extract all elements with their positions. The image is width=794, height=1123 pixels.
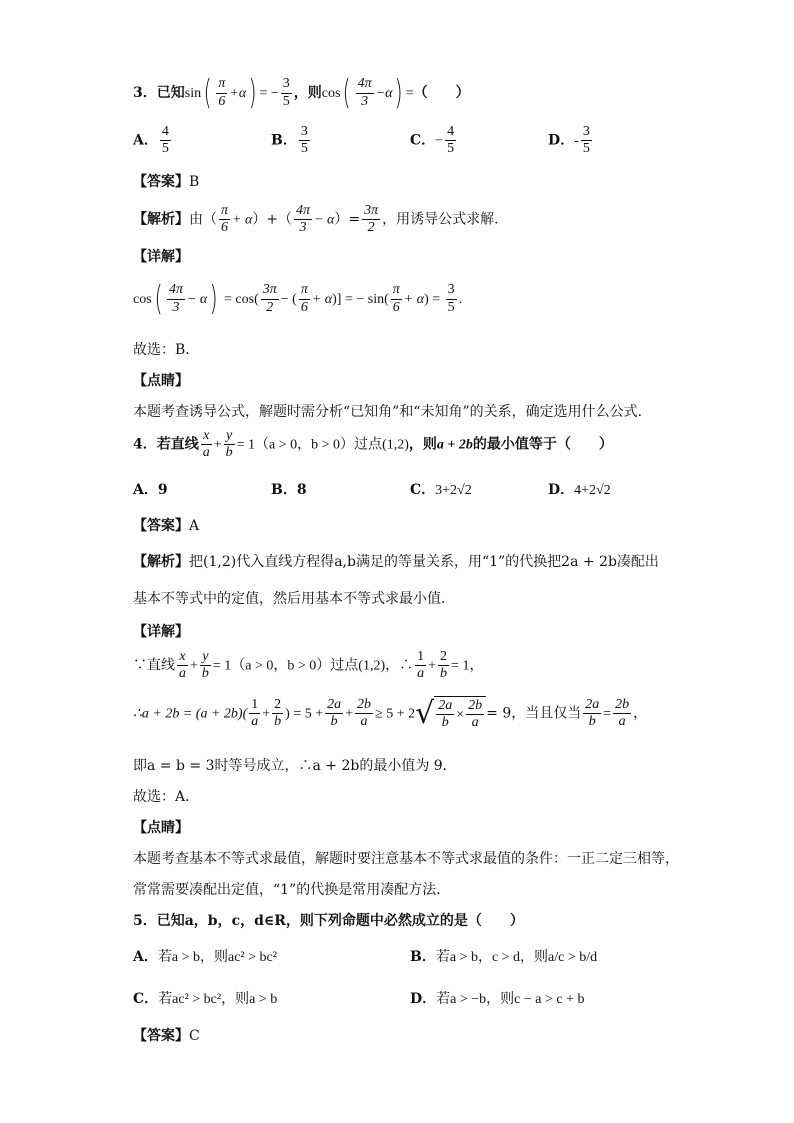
- q4-detail-line3: 即a = b = 3时等号成立，∴a + 2b的最小值为 9．: [133, 758, 457, 774]
- q5-option-a-text: 若a > b，则ac² > bc²: [157, 950, 277, 965]
- q3-stem-prefix: 3．已知: [133, 85, 185, 101]
- q3-analysis-tag: 【解析】: [133, 211, 189, 228]
- q5-option-c-text: 若ac² > bc²，则a > b: [158, 992, 278, 1007]
- q3-stem-mid: ，则: [293, 85, 322, 101]
- q3-option-a-den: 5: [161, 141, 169, 157]
- q5-answer-tag: 【答案】: [133, 1028, 189, 1044]
- q4-comment-line2: 常常需要凑配出定值，“1”的代换是常用凑配方法．: [133, 882, 451, 898]
- q4-analysis-text1: 把(1,2)代入直线方程得a,b满足的等量关系，用“1”的代换把2a + 2b凑配出: [189, 554, 659, 570]
- q4-analysis-line2: 基本不等式中的定值，然后用基本不等式求最小值．: [133, 591, 455, 607]
- q3-sin: sin: [184, 86, 202, 101]
- q3-option-d-num: 3: [581, 124, 592, 141]
- q4-stem: 4．若直线 $\frac{x}{a}$ + $\frac{y}{b}$ = 1（a > 0，b > 0）过点(1,2)，则a + 2b的最小值等于（ ）: [133, 428, 613, 461]
- q4-stem-cond: = 1（a > 0，b > 0）过点: [236, 437, 383, 453]
- q5-option-b-text: 若a > b，c > d，则a/c > b/d: [435, 950, 598, 965]
- q4-option-a: [133, 479, 168, 499]
- q5-option-d: [410, 988, 584, 1008]
- q3-stem-end: （ ）: [413, 85, 470, 101]
- q4-option-c-label: C．: [410, 482, 436, 498]
- q4-option-c-value: 3+2√2: [435, 483, 472, 498]
- q3-cos: cos: [321, 86, 341, 101]
- q3-target-eq: =: [405, 86, 414, 101]
- q4-option-d-value: 4+2√2: [574, 483, 611, 498]
- q3-target-alpha: −α: [375, 86, 393, 101]
- q5-option-b: [410, 946, 597, 966]
- q3-option-a: [133, 124, 173, 157]
- q3-given-sign: = −: [259, 86, 279, 101]
- q4-detail-line1: ∵直线 $\frac{x}{a}$ + $\frac{y}{b}$ = 1（a > 0，b > 0）过点(1,2)，∴ $\frac{1}{a}$ + $\frac{2}{b}$ = 1，: [133, 649, 484, 682]
- q3-option-b-den: 5: [300, 141, 308, 157]
- q3-option-c-den: 5: [447, 141, 455, 157]
- q3-analysis-p4: ，用诱导公式求解．: [382, 211, 509, 228]
- q4-option-d-label: D．: [548, 482, 575, 498]
- q4-conclusion: 故选：A．: [133, 789, 200, 805]
- q4-detail-l2b: ) = 5 +: [285, 706, 324, 722]
- q3-conclusion: 故选：B．: [133, 342, 200, 358]
- q4-option-a-label: A．: [133, 482, 158, 498]
- q3-option-c-sign: −: [435, 133, 444, 149]
- q4-analysis-tag: 【解析】: [133, 554, 189, 570]
- q3-target-num: 4π: [356, 76, 374, 93]
- q3-detail-equation: cos( $\frac{4\pi}{3}$ − α) = cos( $\frac{3\pi}{2}$ − ( $\frac{\pi}{6}$ + α)] = − sin( $\frac{\pi}{6}$ + α) = $\frac{3}{5}$ .: [133, 279, 463, 319]
- q3-analysis: 【解析】由（ $\frac{\pi}{6}$ + α）+（ $\frac{4\pi}{3}$ − α）= $\frac{3\pi}{2}$ ，用诱导公式求解．: [133, 203, 509, 236]
- q3-option-c-label: C．: [410, 132, 436, 149]
- q3-given-den: 6: [218, 93, 226, 109]
- q4-answer: [133, 515, 199, 535]
- q4-detail-l1b: = 1（a > 0，b > 0）过点(1,2)，∴: [212, 658, 414, 674]
- q4-comment-tag: 【点睛】: [133, 820, 189, 836]
- q3-option-d-sign: -: [574, 133, 579, 149]
- q3-option-d-den: 5: [582, 141, 590, 157]
- q5-stem: 5．已知a，b，c，d∈R，则下列命题中必然成立的是（ ）: [133, 913, 524, 929]
- q4-detail-tag: 【详解】: [133, 624, 189, 640]
- q4-option-b: [271, 479, 307, 499]
- q3-option-b-num: 3: [299, 124, 310, 141]
- q5-option-a-label: A．: [133, 949, 158, 965]
- q4-comment-line1: 本题考查基本不等式求最值，解题时要注意基本不等式求最值的条件：一正二定三相等，: [133, 851, 679, 867]
- q4-detail-l2d: = 9，当且仅当: [486, 705, 582, 722]
- q4-detail-line2: ∴a + 2b = (a + 2b)( $\frac{1}{a}$ + $\frac{2}{b}$ ) = 5 + $\frac{2a}{b}$ + $\frac{2b}{a}$ ≥ 5 + 2√ $\frac{2a}{b}$ × $\frac{2b}{a}$ = 9，当且仅当 $\frac{2a}{b}$ = $\frac{2b}{a}$ ，: [133, 696, 648, 732]
- q4-detail-l2a: ∴a + 2b = (a + 2b)(: [133, 706, 248, 722]
- q4-option-b-value: 8: [296, 482, 307, 498]
- q4-answer-value: A: [189, 518, 200, 534]
- q3-analysis-p2: ）+（: [252, 211, 293, 228]
- q4-option-b-label: B．: [271, 482, 297, 498]
- q4-point: (1,2): [382, 437, 409, 453]
- q5-answer-value: C: [189, 1028, 200, 1044]
- q5-option-c-label: C．: [133, 991, 159, 1007]
- q4-detail-l2c: ≥ 5 + 2: [375, 706, 416, 722]
- q3-option-b: [271, 124, 312, 157]
- q4-detail-l1c: = 1，: [451, 658, 484, 674]
- q3-answer: [133, 171, 199, 191]
- q5-answer: [133, 1025, 200, 1045]
- q4-answer-tag: 【答案】: [133, 518, 189, 534]
- q5-option-a: [133, 946, 277, 966]
- q3-option-c: [410, 124, 458, 157]
- q3-stem: 3．已知sin( $\frac{\pi}{6}$ +α) = − $\frac{3}{5}$ ，则cos( $\frac{4\pi}{3}$ −α) =（ ）: [133, 73, 470, 113]
- q4-option-c: [410, 479, 472, 499]
- q3-answer-tag: 【答案】: [133, 174, 189, 190]
- q3-comment-tag: 【点睛】: [133, 373, 189, 389]
- q3-given-rhs-den: 5: [282, 93, 290, 109]
- q4-detail-l1a: ∵直线: [133, 657, 175, 674]
- q4-option-a-value: 9: [157, 482, 168, 498]
- q3-option-a-num: 4: [160, 124, 171, 141]
- q3-option-c-num: 4: [445, 124, 456, 141]
- q4-option-d: [548, 479, 611, 499]
- q4-stem-end: 的最小值等于（ ）: [472, 436, 613, 453]
- q4-stem-mid: ，则: [408, 436, 437, 453]
- q3-given-rhs-num: 3: [281, 76, 292, 93]
- q3-option-b-label: B．: [271, 132, 297, 149]
- q5-option-c: [133, 988, 277, 1008]
- q3-analysis-p1: 由（: [189, 211, 217, 228]
- q3-comment: 本题考查诱导公式，解题时需分析“已知角”和“未知角”的关系，确定选用什么公式．: [133, 404, 652, 420]
- q3-analysis-p3: ）=: [334, 211, 361, 228]
- q4-analysis-line1: [133, 551, 659, 571]
- q5-option-d-label: D．: [410, 991, 437, 1007]
- q5-option-b-label: B．: [410, 949, 436, 965]
- q3-option-d-label: D．: [548, 132, 575, 149]
- q3-answer-value: B: [189, 174, 200, 190]
- q3-given-alpha: +α: [229, 86, 247, 101]
- q3-target-den: 3: [361, 93, 369, 109]
- q4-stem-prefix: 4．若直线: [133, 436, 199, 453]
- q5-option-d-text: 若a > −b，则c − a > c + b: [436, 992, 585, 1007]
- q4-expr: a + 2b: [436, 437, 473, 453]
- q3-option-d: [548, 124, 594, 157]
- q3-option-a-label: A．: [133, 132, 158, 149]
- q3-given-num: π: [216, 76, 227, 93]
- q3-detail-tag: 【详解】: [133, 249, 189, 265]
